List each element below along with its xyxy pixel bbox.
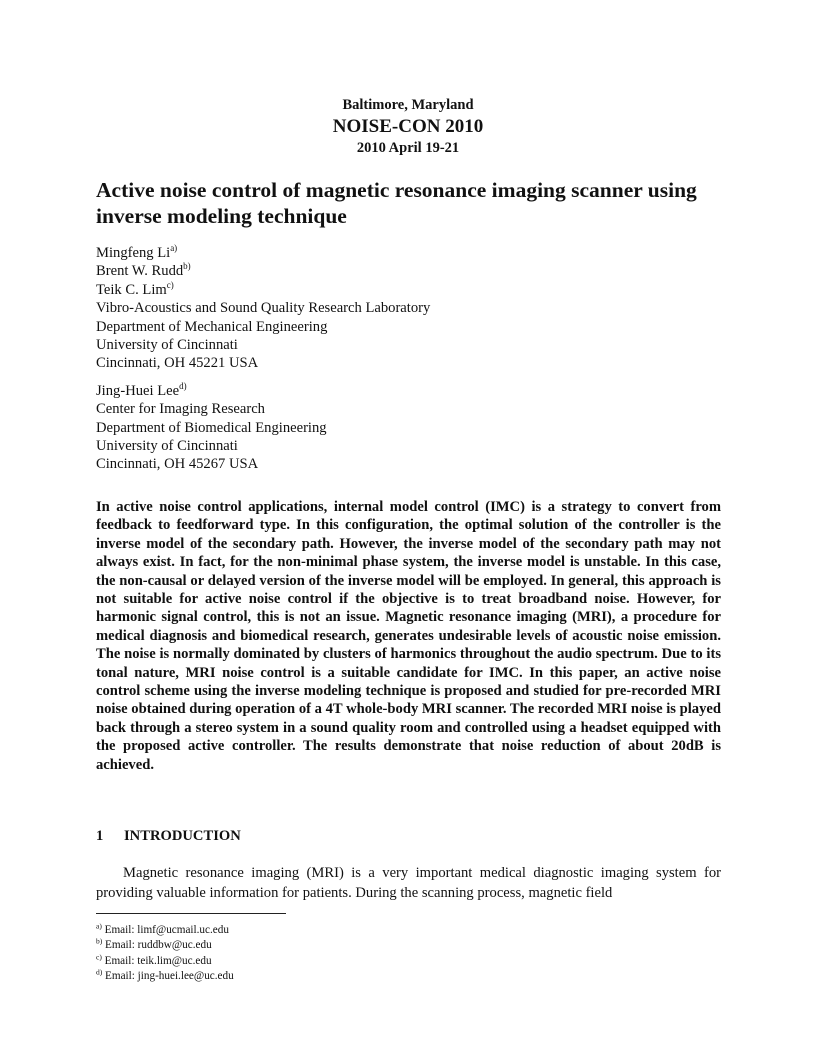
affiliation-line: Center for Imaging Research xyxy=(96,401,265,418)
affiliation-line: Cincinnati, OH 45267 USA xyxy=(96,456,259,473)
footnote: $^{a)}$ Email: limf@ucmail.uc.edu xyxy=(96,921,229,936)
paper-title: Active noise control of magnetic resonance imaging scanner using inverse modeling technique xyxy=(96,178,697,228)
footnotes xyxy=(96,923,234,984)
author-name: Teik C. Lim$^{c)}$ xyxy=(96,279,174,298)
author-name: Brent W. Rudd$^{b)}$ xyxy=(96,261,191,280)
introduction-paragraph: Magnetic resonance imaging (MRI) is a very important medical diagnostic imaging system for providing valuable information for patients. During the scanning process, magnetic field xyxy=(96,865,721,901)
section-number: 1 xyxy=(96,828,104,844)
affiliation-line: Department of Mechanical Engineering xyxy=(96,318,328,335)
author-name: Jing-Huei Lee$^{d)}$ xyxy=(96,380,187,399)
footnote: $^{c)}$ Email: teik.lim@uc.edu xyxy=(96,951,212,967)
conference-location: Baltimore, Maryland xyxy=(342,97,474,113)
conference-header xyxy=(0,96,816,157)
footnote-divider xyxy=(96,913,286,914)
affiliation-line: Vibro-Acoustics and Sound Quality Research Laboratory xyxy=(96,300,431,317)
affiliation-line: University of Cincinnati xyxy=(96,438,238,455)
footnote: $^{d)}$ Email: jing-huei.lee@uc.edu xyxy=(96,967,234,982)
affiliation-line: Department of Biomedical Engineering xyxy=(96,419,327,436)
affiliation-line: University of Cincinnati xyxy=(96,337,238,354)
abstract: In active noise control applications, internal model control (IMC) is a strategy to convert from feedback to feedforward type. In this configuration, the optimal solution of the controller is the inverse model of the secondary path. However, the inverse model of the secondary path may not always exist. In fact, for the non-minimal phase system, the inverse model is unstable. In this case, the non-causal or delayed version of the inverse model will be employed. In general, this approach is not suitable for active noise control if the objective is to treat broadband noise. However, for harmonic signal control, this is not an issue. Magnetic resonance imaging (MRI), a procedure for medical diagnosis and biomedical research, generates undesirable levels of acoustic noise emission. The noise is normally dominated by clusters of harmonics throughout the audio spectrum. Due to its tonal nature, MRI noise control is a suitable candidate for IMC. In this paper, an active noise control scheme using the inverse modeling technique is proposed and studied for pre-recorded MRI noise obtained during operation of a 4T whole-body MRI scanner. The recorded MRI noise is played back through a stereo system in a sound quality room and controlled using a headset equipped with the proposed active controller. The results demonstrate that noise reduction of about 20dB is achieved. xyxy=(96,499,721,773)
section-heading xyxy=(96,827,241,845)
conference-date: 2010 April 19-21 xyxy=(356,140,460,156)
author-block xyxy=(96,244,736,474)
author-group-1 xyxy=(96,244,736,373)
author-name: Mingfeng Li$^{a)}$ xyxy=(96,243,178,261)
section-title: INTRODUCTION xyxy=(124,828,241,844)
footnote: $^{b)}$ Email: ruddbw@uc.edu xyxy=(96,936,212,952)
conference-name: NOISE-CON 2010 xyxy=(332,116,484,137)
affiliation-line: Cincinnati, OH 45221 USA xyxy=(96,355,259,372)
author-group-2 xyxy=(96,382,736,474)
